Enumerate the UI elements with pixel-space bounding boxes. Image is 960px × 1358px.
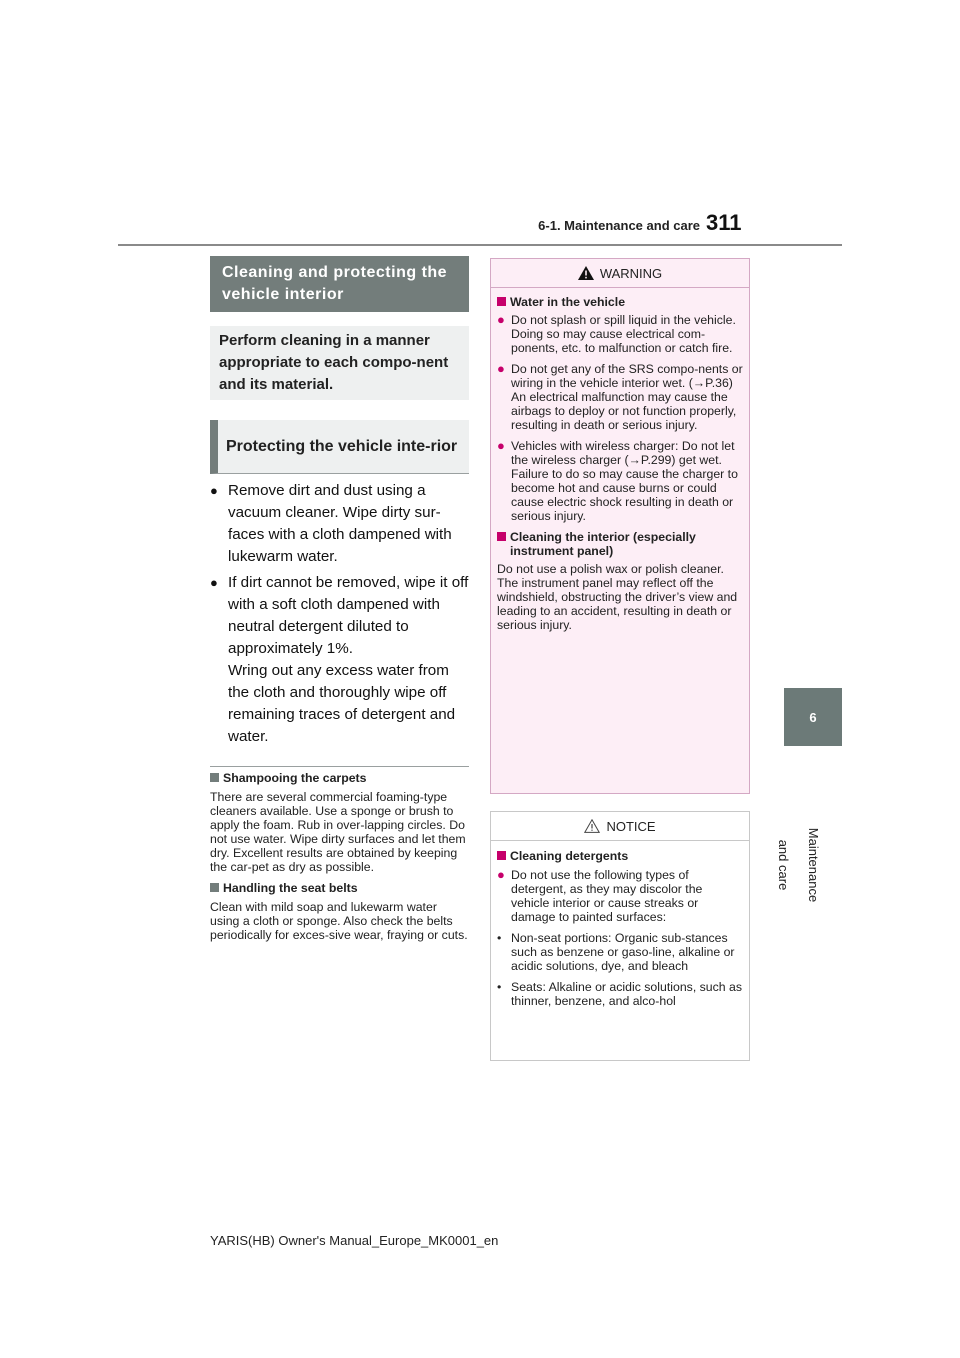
warning-title: Water in the vehicle: [497, 295, 743, 309]
bullet-icon: ●: [497, 867, 505, 882]
square-bullet-icon: [497, 851, 506, 860]
note-text: There are several commercial foaming-type cleaners available. Use a sponge or brush to apply the foam. Rub in over-lapping circles. Do not use water. Wipe dirty surfaces and let them dry. Excellent results are obtained by keeping the car-pet as dry as possible.: [210, 790, 466, 874]
bullet-icon: ●: [497, 361, 505, 376]
subheading: Protecting the vehicle inte-rior: [210, 420, 469, 474]
dot-bullet-icon: •: [497, 980, 502, 994]
section-heading: Cleaning and protecting the vehicle interior: [210, 256, 469, 312]
bullet-icon: ●: [497, 438, 505, 453]
intro-box: Perform cleaning in a manner appropriate to each compo-nent and its material.: [210, 326, 469, 400]
warning-text: Do not use a polish wax or polish cleaner. The instrument panel may reflect off the windshield, obstructing the driver’s view and leading to an accident, resulting in death or serious injury.: [497, 562, 738, 632]
square-bullet-icon: [210, 773, 219, 782]
notice-title: Cleaning detergents: [497, 849, 743, 863]
header-divider: [118, 244, 842, 246]
list-item: • Seats: Alkaline or acidic solutions, such as thinner, benzene, and alco-hol: [497, 980, 743, 1008]
dot-bullet-icon: •: [497, 931, 502, 945]
section-label: 6-1. Maintenance and care: [538, 218, 700, 233]
notice-body: [491, 841, 749, 1008]
note-title: Handling the seat belts: [210, 881, 469, 895]
note-title: Shampooing the carpets: [210, 771, 469, 785]
notes-divider: [210, 766, 469, 767]
warning-icon: [578, 266, 594, 280]
chapter-tab[interactable]: 6: [784, 688, 842, 746]
square-bullet-icon: [497, 297, 506, 306]
square-bullet-icon: [210, 883, 219, 892]
note-text: Clean with mild soap and lukewarm water using a cloth or sponge. Also check the belts periodically for exces-sive wear, fraying or cuts.: [210, 900, 468, 942]
notice-header: NOTICE: [491, 812, 749, 841]
list-item: ● Vehicles with wireless charger: Do not let the wireless charger (→P.299) get wet. Failure to do so may cause the charger to become hot and cause burns or could cause electric shock resulting in death or serious injury.: [497, 438, 738, 523]
list-item: ● Remove dirt and dust using a vacuum cleaner. Wipe dirty sur-faces with a cloth dampened with lukewarm water.: [210, 480, 472, 568]
notes: [210, 771, 469, 949]
warning-title: Cleaning the interior (especially instrument panel): [497, 530, 743, 558]
list-item: • Non-seat portions: Organic sub-stances such as benzene or gaso-line, alkaline or acidic solutions, dye, and bleach: [497, 931, 735, 973]
square-bullet-icon: [497, 532, 506, 541]
bullet-icon: ●: [210, 483, 218, 498]
list-item: ● If dirt cannot be removed, wipe it off with a soft cloth dampened with neutral detergent diluted to approximately 1%. Wring out any excess water from the cloth and thoroughly wipe off remaining traces of detergent and water.: [210, 572, 472, 748]
warning-body: [491, 288, 749, 632]
list-item: ● Do not use the following types of detergent, as they may discolor the vehicle interior or cause streaks or damage to painted surfaces:: [497, 867, 703, 924]
bullet-list: [210, 480, 472, 752]
warning-header: WARNING: [491, 259, 749, 288]
list-item: ● Do not splash or spill liquid in the vehicle. Doing so may cause electrical com-ponents, etc. to malfunction or catch fire.: [497, 312, 736, 355]
bullet-icon: ●: [497, 312, 505, 327]
warning-box: [490, 258, 750, 794]
caution-icon: [584, 819, 600, 833]
page-number: 311: [706, 210, 742, 235]
bullet-icon: ●: [210, 575, 218, 590]
list-item: ● Do not get any of the SRS compo-nents or wiring in the vehicle interior wet. (→P.36) An electrical malfunction may cause the airbags to deploy or not function properly, resulting in death or serious injury.: [497, 361, 743, 432]
notice-box: [490, 811, 750, 1061]
footer-text: YARIS(HB) Owner's Manual_Europe_MK0001_en: [210, 1233, 499, 1248]
chapter-side-label: Maintenance and care: [776, 827, 821, 903]
